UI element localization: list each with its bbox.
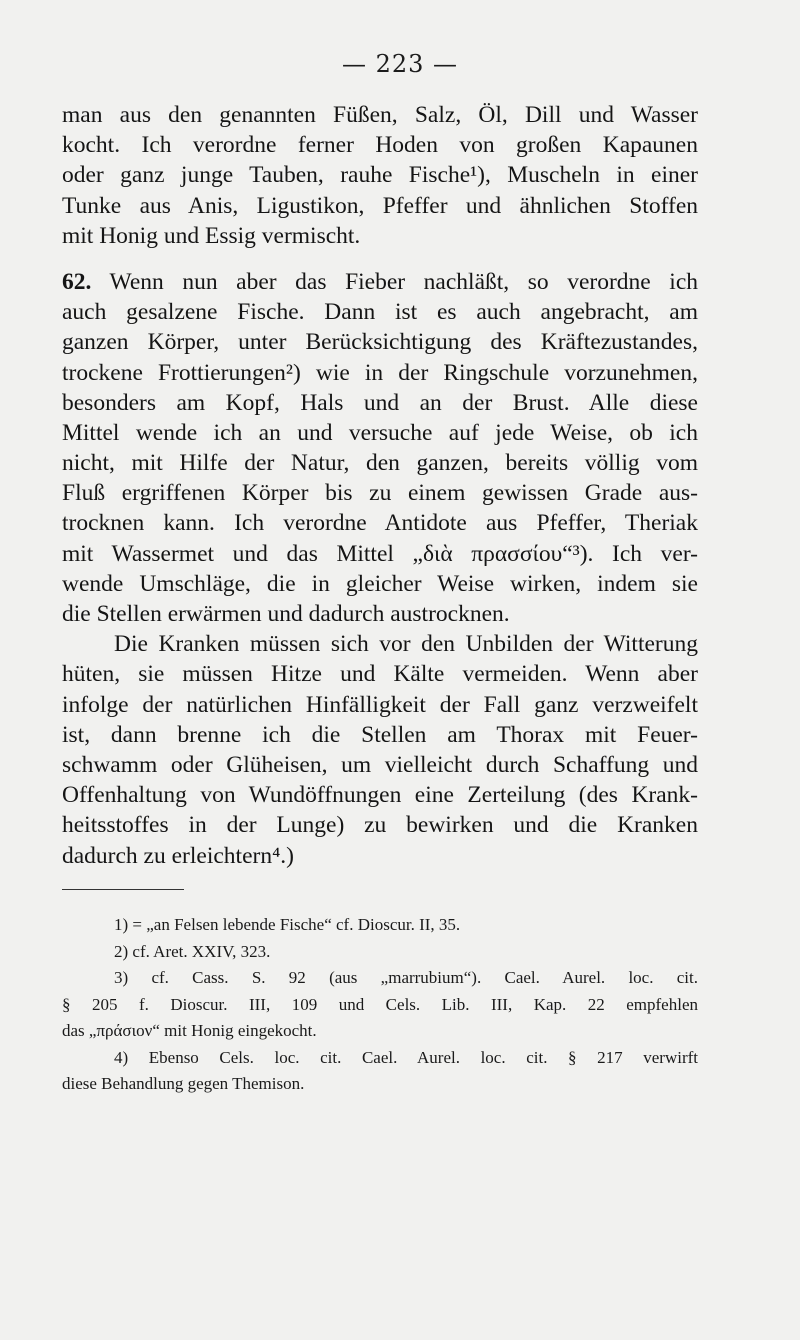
text-line: trocknen kann. Ich verordne Antidote aus Pfeffer, Theriak <box>62 510 698 537</box>
text-line: infolge der natürlichen Hinfälligkeit der Fall ganz verzweifelt <box>62 691 698 718</box>
footnote-divider <box>62 889 184 890</box>
text-line: man aus den genannten Füßen, Salz, Öl, Dill und Wasser <box>62 102 698 128</box>
text-line: heitsstoffes in der Lunge) zu bewirken und die Kranken <box>62 812 698 839</box>
text-line: kocht. Ich verordne ferner Hoden von großen Kapaunen <box>62 132 698 159</box>
text-line: besonders am Kopf, Hals und an der Brust. Alle diese <box>62 389 698 416</box>
text-line: nicht, mit Hilfe der Natur, den ganzen, bereits völlig vom <box>62 450 698 477</box>
text-line: Die Kranken müssen sich vor den Unbilden der Witterung <box>114 631 698 658</box>
text-line: wende Umschläge, die in gleicher Weise wirken, indem sie <box>62 570 698 597</box>
footnote-4-cont: diese Behandlung gegen Themison. <box>62 1074 305 1093</box>
footnote-3-cont: das „πράσιον“ mit Honig eingekocht. <box>62 1021 317 1040</box>
footnote-3-cont: § 205 f. Dioscur. III, 109 und Cels. Lib. III, Kap. 22 empfehlen <box>62 994 698 1014</box>
text-line: Tunke aus Anis, Ligustikon, Pfeffer und ähnlichen Stoffen <box>62 192 698 219</box>
main-text <box>62 100 698 871</box>
text-line: hüten, sie müssen Hitze und Kälte vermeiden. Wenn aber <box>62 661 698 688</box>
footnotes <box>62 912 698 1098</box>
text-line: ist, dann brenne ich die Stellen am Thorax mit Feuer- <box>62 721 698 748</box>
text-line: auch gesalzene Fische. Dann ist es auch angebracht, am <box>62 299 698 326</box>
footnote-1: 1) = „an Felsen lebende Fische“ cf. Dioscur. II, 35. <box>114 915 461 934</box>
text-line: ganzen Körper, unter Berücksichtigung des Kräftezustandes, <box>62 329 698 356</box>
text-line: mit Honig und Essig vermischt. <box>62 222 361 249</box>
text-line: Fluß ergriffenen Körper bis zu einem gewissen Grade aus- <box>62 480 698 507</box>
text-line: mit Wassermet und das Mittel „διὰ πρασσίου“³). Ich ver- <box>62 540 698 567</box>
footnote-4: 4) Ebenso Cels. loc. cit. Cael. Aurel. loc. cit. § 217 verwirft <box>114 1047 698 1067</box>
text-line: Mittel wende ich an und versuche auf jede Weise, ob ich <box>62 419 698 446</box>
page-number: — 223 — <box>341 50 459 78</box>
text-line-content: Wenn nun aber das Fieber nachläßt, so verordne ich <box>109 268 698 295</box>
paragraph-3 <box>62 629 698 871</box>
text-line: dadurch zu erleichtern⁴.) <box>62 842 294 869</box>
text-line: schwamm oder Glüheisen, um vielleicht durch Schaffung und <box>62 751 698 778</box>
paragraph-1 <box>62 100 698 251</box>
paragraph-62 <box>62 267 698 629</box>
text-line <box>62 267 698 297</box>
footnote-2: 2) cf. Aret. XXIV, 323. <box>114 941 271 961</box>
text-line: trockene Frottierungen²) wie in der Ringschule vorzunehmen, <box>62 359 698 386</box>
text-line: die Stellen erwärmen und dadurch austrocknen. <box>62 601 510 627</box>
section-number: 62. <box>62 268 92 295</box>
text-line: oder ganz junge Tauben, rauhe Fische¹), Muscheln in einer <box>62 162 698 189</box>
footnote-3: 3) cf. Cass. S. 92 (aus „marrubium“). Cael. Aurel. loc. cit. <box>114 968 698 987</box>
text-line: Offenhaltung von Wundöffnungen eine Zerteilung (des Krank- <box>62 782 698 809</box>
